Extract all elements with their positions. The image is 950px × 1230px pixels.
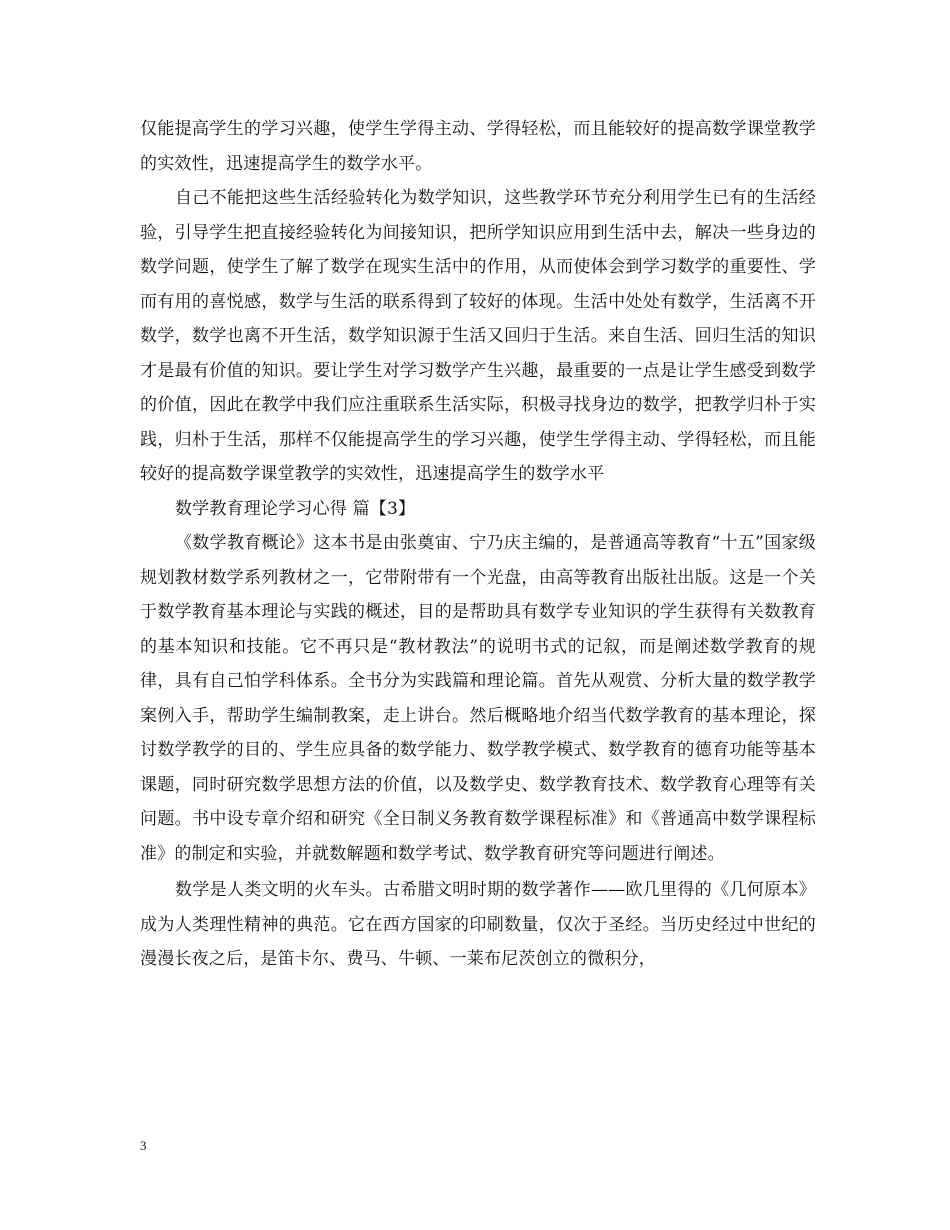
- section-heading: 数学教育理论学习心得 篇【3】: [175, 498, 416, 519]
- paragraph-life-experience: 自己不能把这些生活经验转化为数学知识，这些教学环节充分利用学生已有的生活经验，引导学生把直接经验转化为间接知识，把所学知识应用到生活中去，解决一些身边的数学问题，使学生了解了数学在现实生活中的作用，从而使体会到学习数学的重要性、学而有用的喜悦感，数学与生活的联系得到了较好的体现。生活中处处有数学，生活离不开数学，数学也离不开生活，数学知识源于生活又回归于生活。来自生活、回归生活的知识才是最有价值的知识。要让学生对学习数学产生兴趣，最重要的一点是让学生感受到数学的价值，因此在教学中我们应注重联系生活实际，积极寻找身边的数学，把教学归朴于实践，归朴于生活，那样不仅能提高学生的学习兴趣，使学生学得主动、学得轻松，而且能较好的提高数学课堂教学的实效性，迅速提高学生的数学水平: [140, 188, 816, 484]
- paragraph-math-civilization: 数学是人类文明的火车头。古希腊文明时期的数学著作——欧几里得的《几何原本》成为人类理性精神的典范。它在西方国家的印刷数量，仅次于圣经。当历史经过中世纪的漫漫长夜之后，是笛卡尔、费马、牛顿、一莱布尼茨创立的微积分，: [140, 880, 816, 969]
- document-body: [140, 112, 816, 977]
- paragraph-continuation: 仅能提高学生的学习兴趣，使学生学得主动、学得轻松，而且能较好的提高数学课堂教学的实效性，迅速提高学生的数学水平。: [140, 119, 816, 174]
- page-number: 3: [140, 1138, 147, 1153]
- paragraph-book-intro: 《数学教育概论》这本书是由张奠宙、宁乃庆主编的，是普通高等教育“十五”国家级规划教材数学系列教材之一，它带附带有一个光盘，由高等教育出版社出版。这是一个关于数学教育基本理论与实践的概述，目的是帮助具有数学专业知识的学生获得有关数教育的基本知识和技能。它不再只是“教材教法”的说明书式的记叙，而是阐述数学教育的规律，具有自己怕学科体系。全书分为实践篇和理论篇。首先从观赏、分析大量的数学教学案例入手，帮助学生编制教案，走上讲台。然后概略地介绍当代数学教育的基本理论，探讨数学教学的目的、学生应具备的数学能力、数学教学模式、数学教育的德育功能等基本课题，同时研究数学思想方法的价值，以及数学史、数学教育技术、数学教育心理等有关问题。书中设专章介绍和研究《全日制义务教育数学课程标准》和《普通高中数学课程标准》的制定和实验，并就数解题和数学考试、数学教育研究等问题进行阐述。: [140, 533, 816, 864]
